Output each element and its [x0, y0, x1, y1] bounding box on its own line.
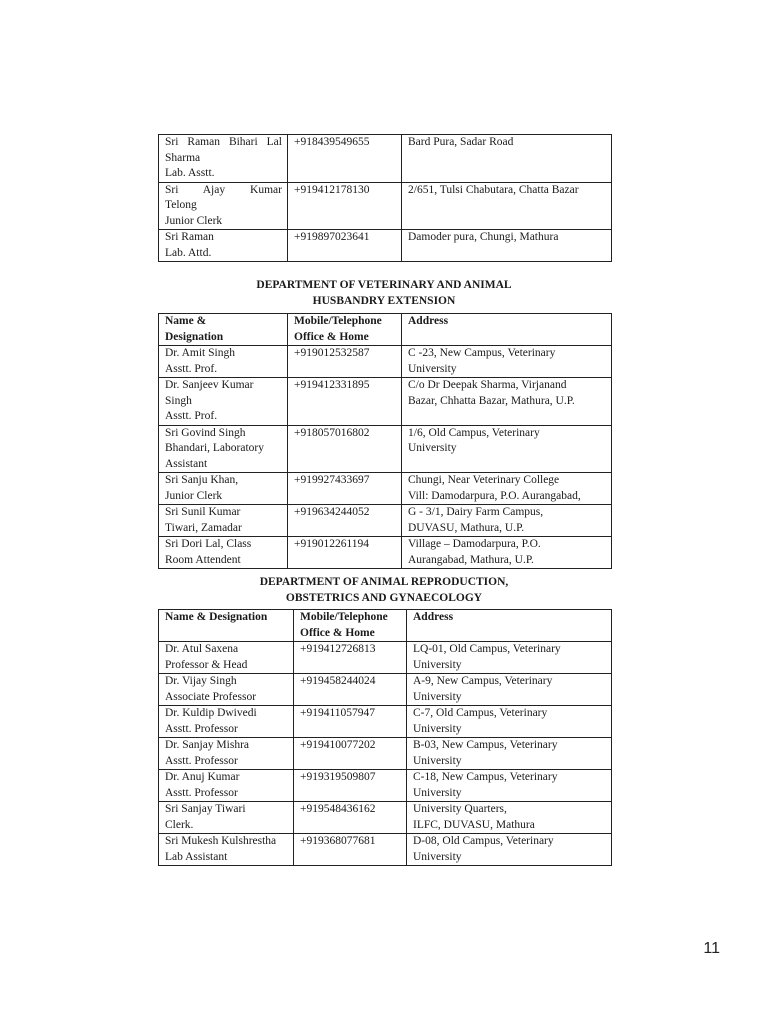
header-name: Name & Designation — [159, 610, 294, 642]
staff-table-animal-reproduction — [158, 609, 612, 866]
name-first-line: Sri Raman Bihari Lal — [165, 136, 282, 148]
phone-cell: +918439549655 — [288, 135, 402, 183]
phone-cell: +919319509807 — [294, 770, 407, 802]
table-row — [159, 642, 612, 674]
address-cell: Chungi, Near Veterinary College Vill: Damodarpura, P.O. Aurangabad, — [402, 473, 612, 505]
name-rest: Lab. Attd. — [165, 246, 212, 259]
table-row — [159, 182, 612, 230]
phone-cell: +919012532587 — [288, 346, 402, 378]
name-cell: Dr. Sanjeev Kumar Singh Asstt. Prof. — [159, 378, 288, 426]
header-address: Address — [407, 610, 612, 642]
name-cell: Sri Dori Lal, Class Room Attendent — [159, 537, 288, 569]
name-cell — [159, 230, 288, 262]
table-row — [159, 425, 612, 473]
address-cell: Damoder pura, Chungi, Mathura — [402, 230, 612, 262]
address-cell: A-9, New Campus, Veterinary University — [407, 674, 612, 706]
phone-cell: +919412726813 — [294, 642, 407, 674]
phone-cell: +919012261194 — [288, 537, 402, 569]
table-row — [159, 346, 612, 378]
name-cell — [159, 135, 288, 183]
table-row — [159, 834, 612, 866]
name-cell: Dr. Atul Saxena Professor & Head — [159, 642, 294, 674]
address-cell: LQ-01, Old Campus, Veterinary University — [407, 642, 612, 674]
name-cell: Sri Sanjay Tiwari Clerk. — [159, 802, 294, 834]
phone-cell: +919368077681 — [294, 834, 407, 866]
address-cell: 2/651, Tulsi Chabutara, Chatta Bazar — [402, 182, 612, 230]
address-cell: Bard Pura, Sadar Road — [402, 135, 612, 183]
address-cell: C/o Dr Deepak Sharma, Virjanand Bazar, Chhatta Bazar, Mathura, U.P. — [402, 378, 612, 426]
address-cell: C-18, New Campus, Veterinary University — [407, 770, 612, 802]
name-cell: Dr. Kuldip Dwivedi Asstt. Professor — [159, 706, 294, 738]
table-header-row — [159, 610, 612, 642]
header-phone: Mobile/Telephone Office & Home — [294, 610, 407, 642]
table-row — [159, 473, 612, 505]
section-title-animal-reproduction: DEPARTMENT OF ANIMAL REPRODUCTION, OBSTETRICS AND GYNAECOLOGY — [259, 576, 509, 604]
address-cell: B-03, New Campus, Veterinary University — [407, 738, 612, 770]
name-first-line: Sri Raman — [165, 231, 214, 243]
name-cell: Dr. Sanjay Mishra Asstt. Professor — [159, 738, 294, 770]
page-number: 11 — [703, 940, 720, 957]
phone-cell: +919412178130 — [288, 182, 402, 230]
address-cell: Village – Damodarpura, P.O. Aurangabad, Mathura, U.P. — [402, 537, 612, 569]
name-cell: Dr. Anuj Kumar Asstt. Professor — [159, 770, 294, 802]
phone-cell: +919548436162 — [294, 802, 407, 834]
address-cell: University Quarters, ILFC, DUVASU, Mathura — [407, 802, 612, 834]
header-address: Address — [402, 314, 612, 346]
name-rest: Sharma Lab. Asstt. — [165, 151, 215, 179]
address-cell: C-7, Old Campus, Veterinary University — [407, 706, 612, 738]
table-row — [159, 230, 612, 262]
name-cell: Sri Mukesh Kulshrestha Lab Assistant — [159, 834, 294, 866]
name-cell: Sri Sanju Khan, Junior Clerk — [159, 473, 288, 505]
address-cell: C -23, New Campus, Veterinary University — [402, 346, 612, 378]
table-row — [159, 802, 612, 834]
phone-cell: +919634244052 — [288, 505, 402, 537]
table-row — [159, 706, 612, 738]
phone-cell: +919412331895 — [288, 378, 402, 426]
phone-cell: +919458244024 — [294, 674, 407, 706]
header-phone: Mobile/Telephone Office & Home — [288, 314, 402, 346]
table-row — [159, 135, 612, 183]
phone-cell: +918057016802 — [288, 425, 402, 473]
header-name: Name & Designation — [159, 314, 288, 346]
phone-cell: +919411057947 — [294, 706, 407, 738]
address-cell: 1/6, Old Campus, Veterinary University — [402, 425, 612, 473]
section-title-vet-extension: DEPARTMENT OF VETERINARY AND ANIMAL HUSBANDRY EXTENSION — [256, 279, 512, 307]
name-cell — [159, 182, 288, 230]
address-cell: D-08, Old Campus, Veterinary University — [407, 834, 612, 866]
table-row — [159, 770, 612, 802]
phone-cell: +919897023641 — [288, 230, 402, 262]
name-cell: Dr. Vijay Singh Associate Professor — [159, 674, 294, 706]
table-row — [159, 537, 612, 569]
table-row — [159, 674, 612, 706]
name-cell: Dr. Amit Singh Asstt. Prof. — [159, 346, 288, 378]
address-cell: G - 3/1, Dairy Farm Campus, DUVASU, Mathura, U.P. — [402, 505, 612, 537]
name-rest: Telong Junior Clerk — [165, 199, 223, 227]
staff-table-vet-extension — [158, 313, 612, 569]
phone-cell: +919410077202 — [294, 738, 407, 770]
table-row — [159, 505, 612, 537]
name-cell: Sri Sunil Kumar Tiwari, Zamadar — [159, 505, 288, 537]
name-cell: Sri Govind Singh Bhandari, Laboratory Assistant — [159, 425, 288, 473]
table-row — [159, 378, 612, 426]
table-header-row — [159, 314, 612, 346]
name-first-line: Sri Ajay Kumar — [165, 183, 282, 196]
table-row — [159, 738, 612, 770]
staff-table-continued — [158, 134, 612, 262]
phone-cell: +919927433697 — [288, 473, 402, 505]
